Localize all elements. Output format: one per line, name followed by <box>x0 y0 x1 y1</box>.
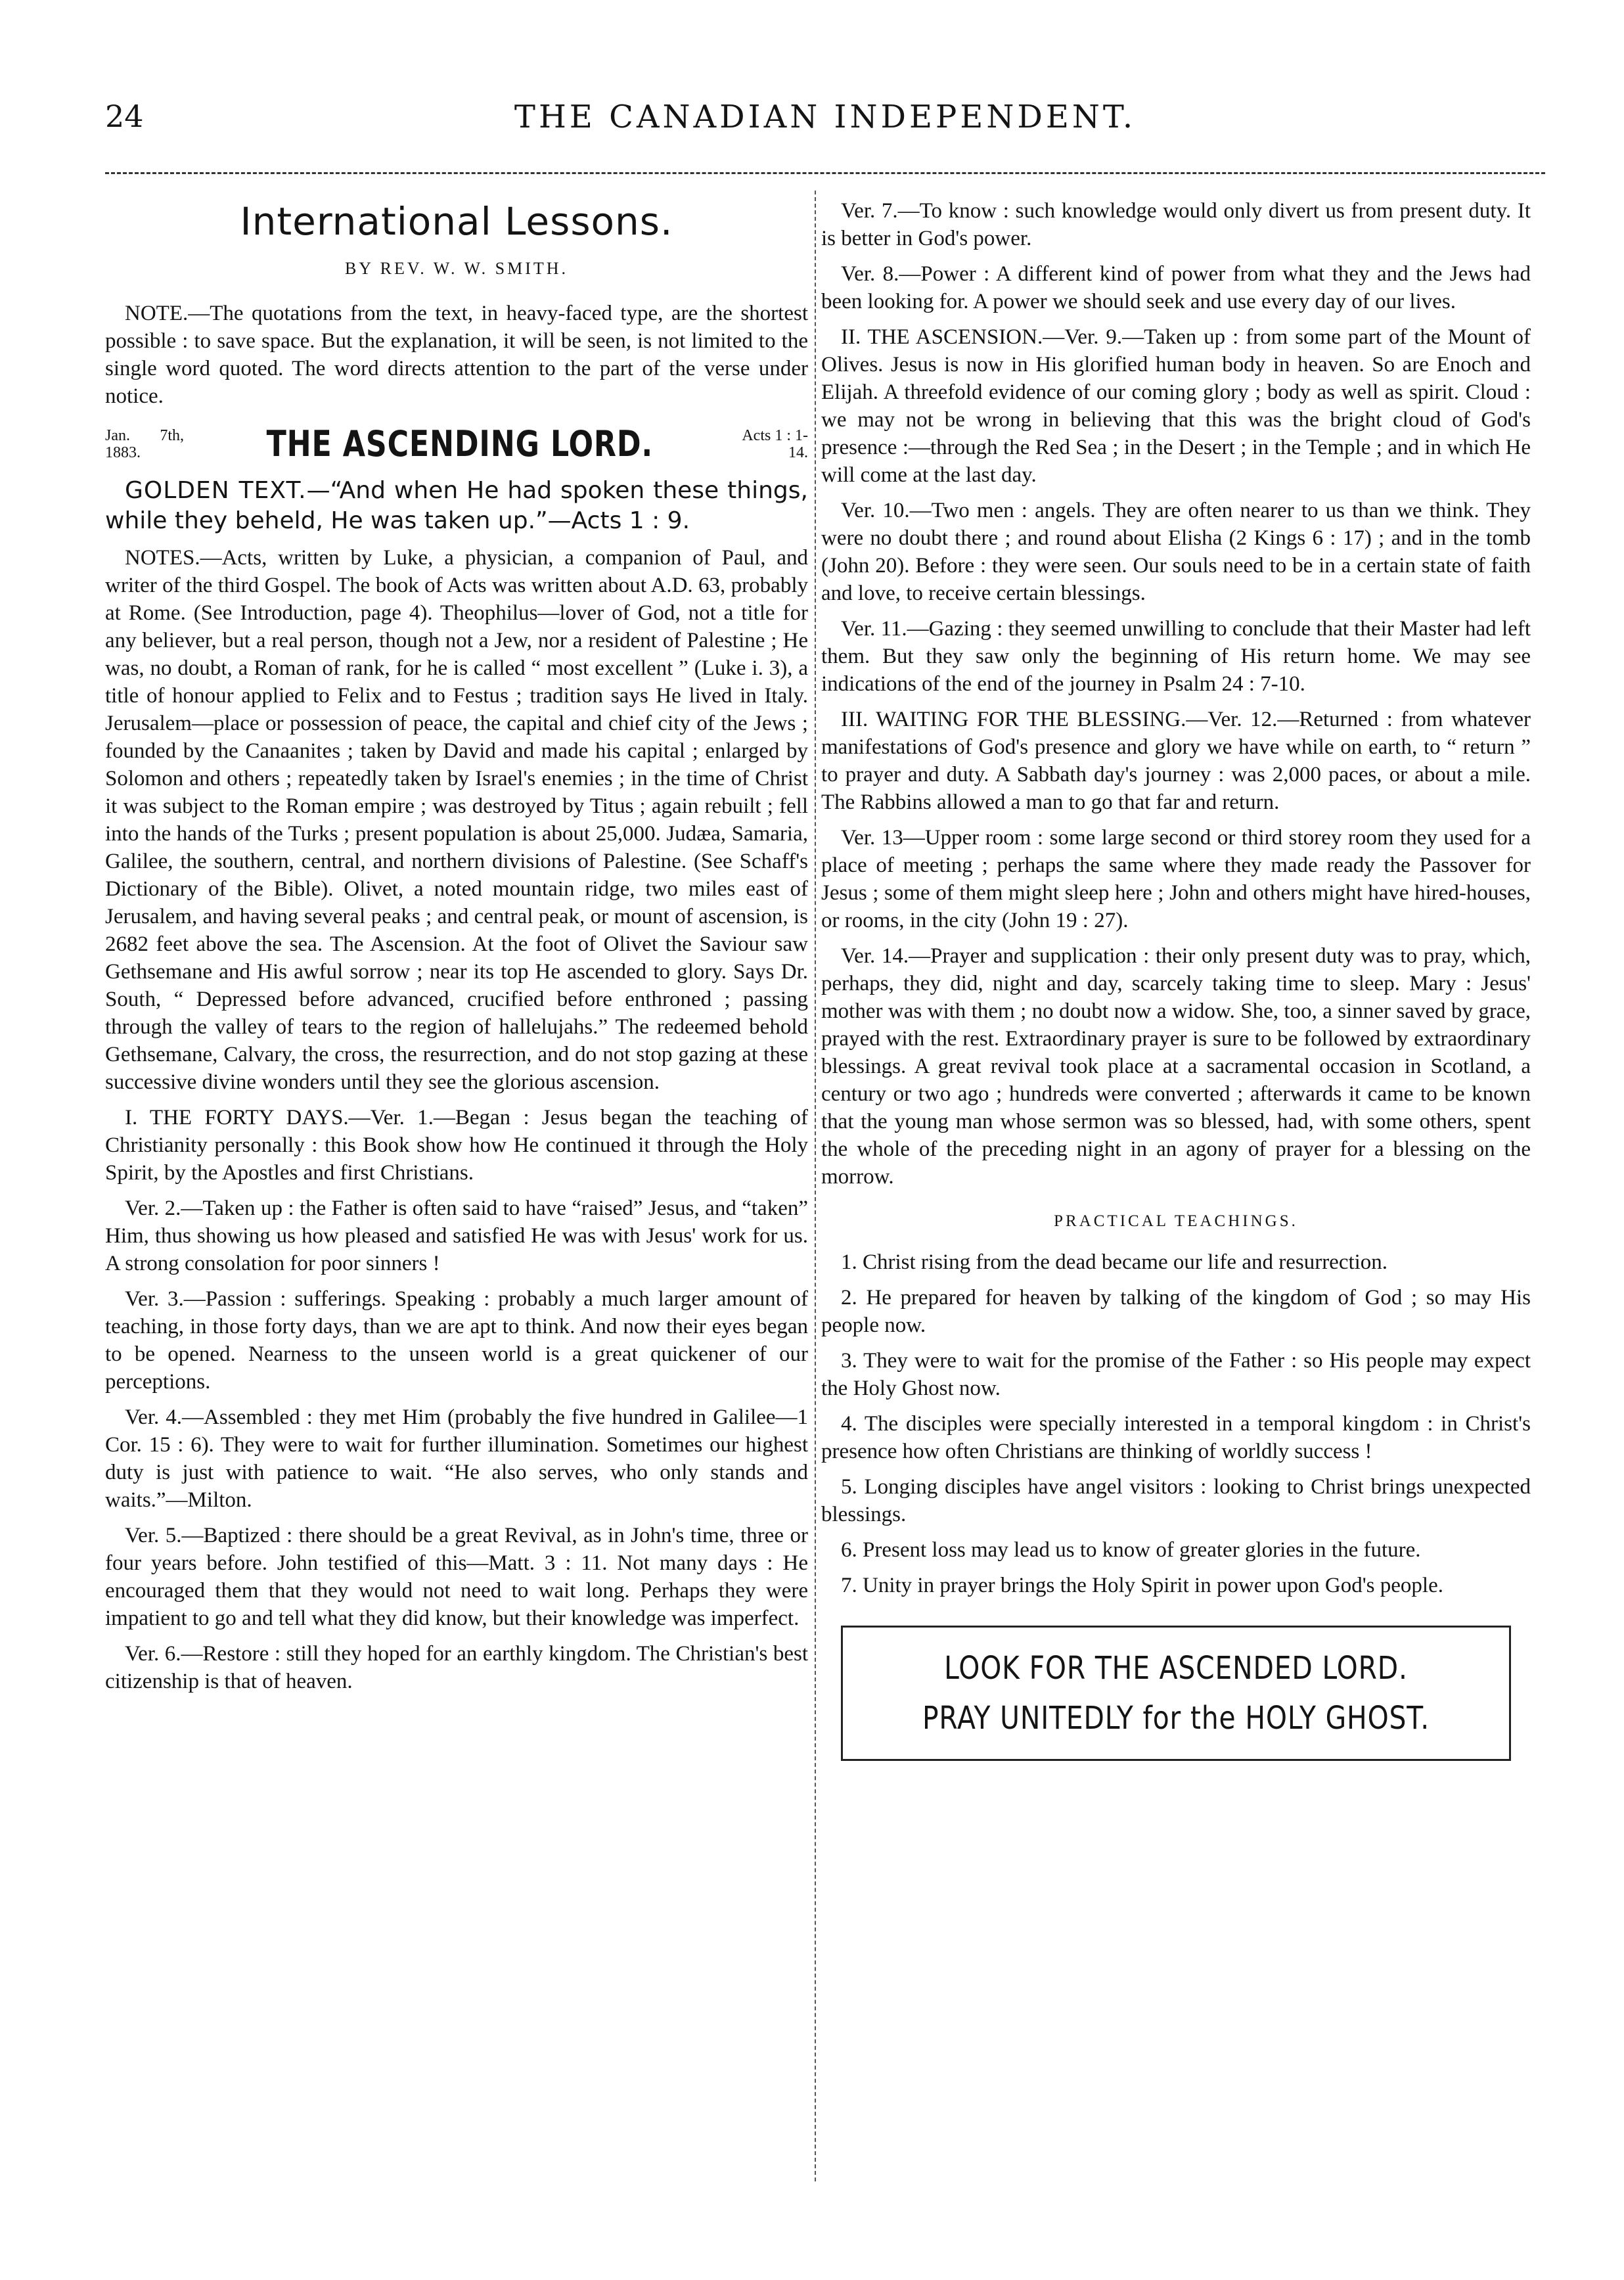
column-divider <box>815 191 816 2181</box>
teaching-item: 4. The disciples were specially interested in a temporal kingdom : in Christ's presence how often Christians are thinking of worldly success ! <box>821 1412 1531 1463</box>
verse-14-paragraph: Ver. 14.—Prayer and supplication : their only present duty was to pray, which, perhaps, they did, night and day, scarcely taking time to sleep. Mary : Jesus' mother was with them ; no doubt now a widow. She, too, a sinner saved by grace, prayed with the rest. Extraordinary prayer is sure to be followed by extraordinary blessings. A great revival took place at a sacramental occasion in Scotland, a century or two ago ; hundreds were converted ; afterwards it came to be known that the young man whose sermon was so blessed, had, with some others, spent the whole of the preceding night in an agony of prayer for a blessing on the morrow. <box>821 944 1531 1189</box>
golden-text-label: GOLDEN TEXT. <box>125 477 307 504</box>
editor-note: NOTE.—The quotations from the text, in heavy-faced type, are the shortest possible : to save space. But the explanation, it will be seen, is not limited to the single word quoted. The word directs attention to the part of the verse under notice. <box>105 302 808 408</box>
teaching-item: 7. Unity in prayer brings the Holy Spirit in power upon God's people. <box>841 1574 1443 1597</box>
verse-8-paragraph: Ver. 8.—Power : A different kind of power from what they and the Jews had been looking for. A power we should seek and use every day of our lives. <box>821 262 1531 313</box>
header-rule <box>105 172 1545 174</box>
left-column <box>105 197 808 1703</box>
verse-5-paragraph: Ver. 5.—Baptized : there should be a great Revival, as in John's time, three or four years before. John testified of this—Matt. 3 : 11. Not many days : He encouraged them that they would not need to wait long. Perhaps they were impatient to go and tell what they did know, but their knowledge was imperfect. <box>105 1524 808 1630</box>
verse-2-paragraph: Ver. 2.—Taken up : the Father is often said to have “raised” Jesus, and “taken” Him, thus showing us how pleased and satisfied He was with Jesus' work for us. A strong consolation for poor sinners ! <box>105 1197 808 1275</box>
verse-10-paragraph: Ver. 10.—Two men : angels. They are often nearer to us than we think. They were no doubt there ; and round about Elisha (2 Kings 6 : 17) ; and in the tomb (John 20). Before : they were seen. Our souls need to be in a certain state of faith and love, to receive certain blessings. <box>821 499 1531 605</box>
notes-paragraph: NOTES.—Acts, written by Luke, a physician, a companion of Paul, and writer of the third Gospel. The book of Acts was written about A.D. 63, probably at Rome. (See Introduction, page 4). Theophilus—lover of God, not a title for any believer, but a real person, though not a Jew, nor a resident of Palestine ; He was, no doubt, a Roman of rank, for he is called “ most excellent ” (Luke i. 3), a title of honour applied to Felix and to Festus ; tradition says He lived in Italy. Jerusalem—place or possession of peace, the capital and chief city of the Jews ; founded by the Canaanites ; taken by David and made his capital ; enlarged by Solomon and others ; repeatedly taken by Israel's enemies ; in the time of Christ it was subject to the Roman empire ; was destroyed by Titus ; again rebuilt ; fell into the hands of the Turks ; present population is about 25,000. Judæa, Samaria, Galilee, the southern, central, and northern divisions of Palestine. (See Schaff's Dictionary of the Bible). Olivet, a noted mountain ridge, two miles east of Jerusalem, and having several peaks ; and central peak, or mount of ascension, is 2682 feet above the sea. The Ascension. At the foot of Olivet the Saviour saw Gethsemane and His awful sorrow ; near its top He ascended to glory. Says Dr. South, “ Depressed before advanced, crucified before enthroned ; passing through the valley of tears to the region of hallelujahs.” The redeemed behold Gethsemane, Calvary, the cross, the resurrection, and do not stop gazing at these successive divine wonders until they see the glorious ascension. <box>105 546 808 1094</box>
practical-teachings-title: PRACTICAL TEACHINGS. <box>1054 1212 1298 1230</box>
journal-title: THE CANADIAN INDEPENDENT. <box>514 99 1137 135</box>
verse-4-paragraph: Ver. 4.—Assembled : they met Him (probably the five hundred in Galilee—1 Cor. 15 : 6). They were to wait for further illumination. Sometimes our highest duty is just with patience to wait. “He also serves, who only stands and waits.”—Milton. <box>105 1405 808 1512</box>
teaching-item: 6. Present loss may lead us to know of greater glories in the future. <box>841 1538 1421 1562</box>
callout-box <box>841 1626 1511 1761</box>
right-column <box>821 197 1531 1761</box>
waiting-paragraph: III. WAITING FOR THE BLESSING.—Ver. 12.—Returned : from whatever manifestations of God's presence and glory we have while on earth, to “ return ” to prayer and duty. A Sabbath day's journey : was 2,000 paces, or about a mile. The Rabbins allowed a man to go that far and return. <box>821 708 1531 814</box>
forty-days-paragraph: I. THE FORTY DAYS.—Ver. 1.—Began : Jesus began the teaching of Christianity personally : this Book show how He continued it through the Holy Spirit, by the Apostles and first Christians. <box>105 1106 808 1185</box>
teaching-item: 5. Longing disciples have angel visitors : looking to Christ brings unexpected blessings. <box>821 1475 1531 1526</box>
page-header <box>105 99 1545 151</box>
verse-7-paragraph: Ver. 7.—To know : such knowledge would only divert us from present duty. It is better in God's power. <box>821 199 1531 250</box>
byline: BY REV. W. W. SMITH. <box>344 259 569 278</box>
callout-line-1: LOOK FOR THE ASCENDED LORD. <box>944 1650 1408 1687</box>
verse-11-paragraph: Ver. 11.—Gazing : they seemed unwilling to conclude that their Master had left them. But they saw only the beginning of His return home. We may see indications of the end of the journey in Psalm 24 : 7-10. <box>821 617 1531 696</box>
lesson-reference: Acts 1 : 1-14. <box>742 427 808 461</box>
verse-6-paragraph: Ver. 6.—Restore : still they hoped for an earthly kingdom. The Christian's best citizenship is that of heaven. <box>105 1642 808 1693</box>
page-number: 24 <box>105 99 144 134</box>
section-title: International Lessons. <box>240 199 673 244</box>
golden-text-body: —“And when He had spoken these things, while they beheld, He was taken up.”—Acts 1 : 9. <box>105 477 808 534</box>
ascension-paragraph: II. THE ASCENSION.—Ver. 9.—Taken up : from some part of the Mount of Olives. Jesus is now in His glorified human body in heaven. So are Enoch and Elijah. A threefold evidence of our coming glory ; body as well as spirit. Cloud : we may not be wrong in believing that this was the bright cloud of God's presence :—through the Red Sea ; in the Desert ; in the Temple ; and in which He will come at the last day. <box>821 325 1531 487</box>
verse-3-paragraph: Ver. 3.—Passion : sufferings. Speaking : probably a much larger amount of teaching, in those forty days, than we are apt to think. And now their eyes began to be opened. Nearness to the unseen world is a great quickener of our perceptions. <box>105 1287 808 1394</box>
verse-13-paragraph: Ver. 13—Upper room : some large second or third storey room they used for a place of meeting ; perhaps the same where they made ready the Passover for Jesus ; some of them might sleep here ; John and others might have hired-houses, or rooms, in the city (John 19 : 27). <box>821 826 1531 932</box>
teaching-item: 2. He prepared for heaven by talking of the kingdom of God ; so may His people now. <box>821 1286 1531 1337</box>
teaching-item: 1. Christ rising from the dead became our life and resurrection. <box>841 1250 1388 1274</box>
callout-line-2: PRAY UNITEDLY for the HOLY GHOST. <box>922 1700 1430 1737</box>
golden-text <box>105 476 808 536</box>
lesson-date: Jan. 7th, 1883. <box>105 427 184 461</box>
teaching-item: 3. They were to wait for the promise of the Father : so His people may expect the Holy Ghost now. <box>821 1349 1531 1400</box>
lesson-title: THE ASCENDING LORD. <box>266 423 654 465</box>
lesson-title-row <box>105 423 808 465</box>
